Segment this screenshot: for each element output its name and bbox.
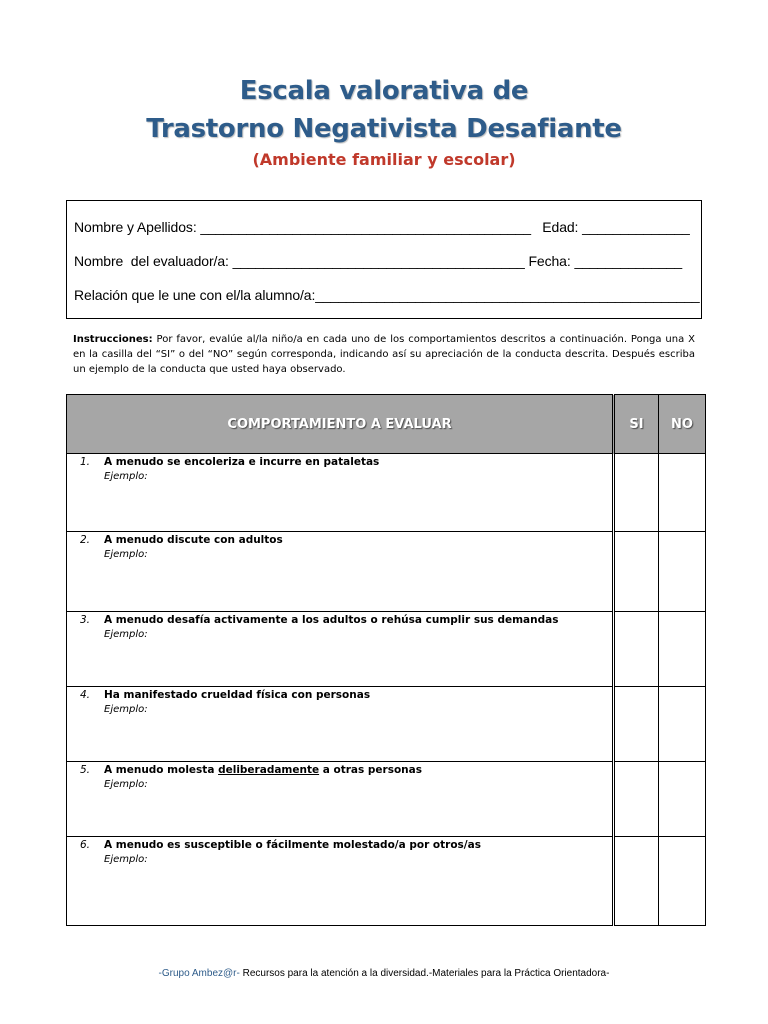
title-line-2: Trastorno Negativista Desafiante [146, 114, 622, 144]
example-label: Ejemplo: [104, 549, 148, 560]
statement-part-after: a otras personas [319, 764, 422, 776]
item-statement [104, 764, 422, 776]
yes-checkbox-cell[interactable] [614, 454, 659, 532]
no-column-header: NO [659, 395, 706, 454]
yes-column-header: SI [614, 395, 659, 454]
table-row [67, 532, 706, 612]
instructions-paragraph [73, 332, 695, 377]
document-header [0, 72, 768, 172]
yes-checkbox-cell[interactable] [614, 687, 659, 762]
evaluator-date-field[interactable]: Nombre del evaluador/a: ______________________________________ Fecha: ______________ [74, 253, 683, 269]
behavior-item-6 [67, 837, 612, 925]
no-checkbox-cell[interactable] [659, 454, 706, 532]
no-checkbox-cell[interactable] [659, 612, 706, 687]
yes-checkbox-cell[interactable] [614, 532, 659, 612]
no-checkbox-cell[interactable] [659, 687, 706, 762]
item-statement: A menudo discute con adultos [104, 534, 283, 546]
behavior-item-5 [67, 762, 612, 836]
personal-data-box [66, 200, 702, 319]
item-number: 1. [80, 456, 91, 468]
behavior-item-3 [67, 612, 612, 686]
table-row [67, 612, 706, 687]
table-row [67, 454, 706, 532]
behavior-column-header: COMPORTAMIENTO A EVALUAR [67, 395, 614, 454]
item-statement: A menudo se encoleriza e incurre en pataletas [104, 456, 380, 468]
item-number: 6. [80, 839, 91, 851]
item-statement: A menudo desafía activamente a los adultos o rehúsa cumplir sus demandas [104, 614, 559, 626]
example-label: Ejemplo: [104, 471, 148, 482]
no-checkbox-cell[interactable] [659, 532, 706, 612]
yes-checkbox-cell[interactable] [614, 612, 659, 687]
example-label: Ejemplo: [104, 629, 148, 640]
subtitle: (Ambiente familiar y escolar) [252, 150, 516, 169]
example-label: Ejemplo: [104, 854, 148, 865]
title-line-1: Escala valorativa de [239, 76, 529, 106]
table-header-row [67, 395, 706, 454]
statement-part-before: A menudo molesta [104, 764, 219, 776]
no-checkbox-cell[interactable] [659, 762, 706, 837]
example-label: Ejemplo: [104, 704, 148, 715]
behavior-item-4 [67, 687, 612, 761]
table-row [67, 837, 706, 926]
example-label: Ejemplo: [104, 779, 148, 790]
behavior-item-1 [67, 454, 612, 531]
name-age-field[interactable]: Nombre y Apellidos: ___________________________________________ Edad: ______________ [74, 219, 690, 235]
table-row [67, 762, 706, 837]
item-number: 2. [80, 534, 91, 546]
instructions-text: Por favor, evalúe al/la niño/a en cada uno de los comportamientos descritos a continuación. Ponga una X en la casilla del “SI” o del “NO” según corresponda, indicando así su apreciación de la conducta descrita. Después escriba un ejemplo de la conducta que usted haya observado. [73, 334, 695, 375]
item-statement: Ha manifestado crueldad física con personas [104, 689, 371, 701]
behavior-table [66, 394, 706, 926]
footer-group-name: -Grupo Ambez@r- [158, 968, 240, 979]
item-number: 5. [80, 764, 91, 776]
behavior-item-2 [67, 532, 612, 611]
page-footer [0, 968, 768, 979]
footer-text: Recursos para la atención a la diversidad.-Materiales para la Práctica Orientadora- [239, 968, 610, 979]
item-statement: A menudo es susceptible o fácilmente molestado/a por otros/as [104, 839, 481, 851]
no-checkbox-cell[interactable] [659, 837, 706, 926]
statement-underlined-word: deliberadamente [218, 764, 320, 776]
table-row [67, 687, 706, 762]
item-number: 3. [80, 614, 91, 626]
instructions-label: Instrucciones: [73, 334, 153, 345]
yes-checkbox-cell[interactable] [614, 837, 659, 926]
item-number: 4. [80, 689, 91, 701]
relation-field[interactable]: Relación que le une con el/la alumno/a:__________________________________________________ [74, 287, 700, 303]
yes-checkbox-cell[interactable] [614, 762, 659, 837]
